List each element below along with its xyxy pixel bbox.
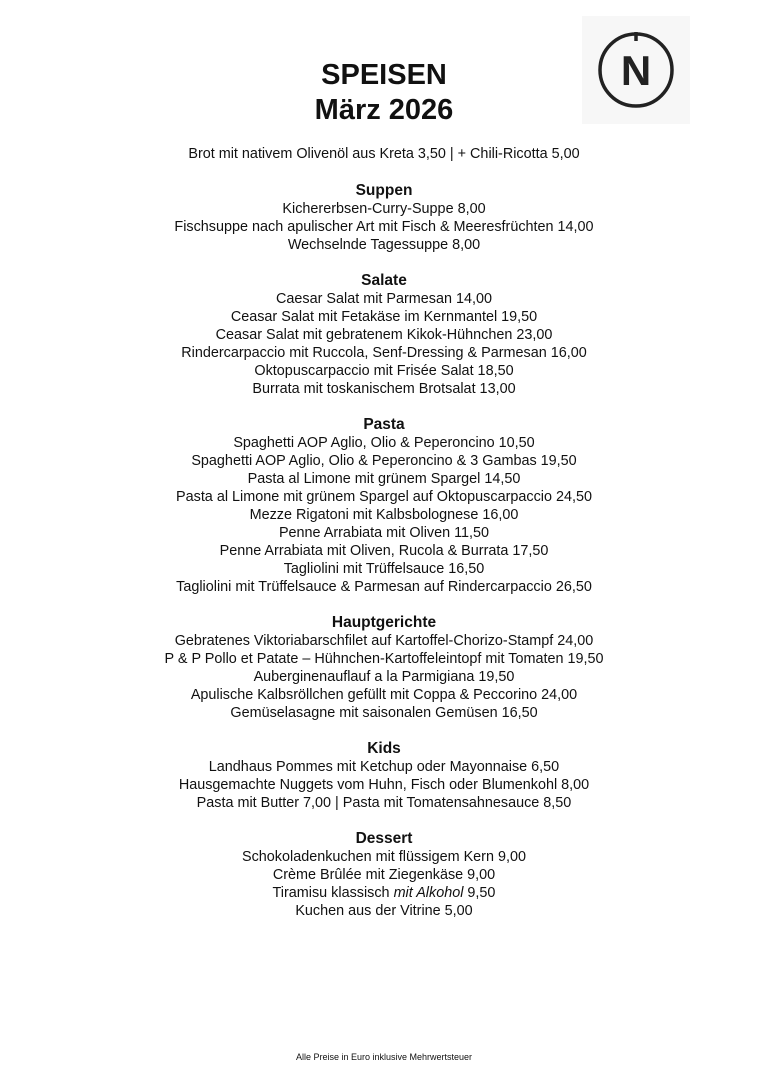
menu-item: Burrata mit toskanischem Brotsalat 13,00 — [252, 381, 516, 397]
menu-item: Fischsuppe nach apulischer Art mit Fisch & Meeresfrüchten 14,00 — [174, 219, 594, 235]
item-name: Tiramisu klassisch — [272, 885, 390, 901]
section-pasta — [0, 415, 768, 596]
menu-item: Penne Arrabiata mit Oliven 11,50 — [278, 525, 490, 541]
menu-item: Penne Arrabiata mit Oliven, Rucola & Burrata 17,50 — [219, 543, 549, 559]
section-title: Dessert — [355, 830, 413, 847]
menu-item: Pasta al Limone mit grünem Spargel auf Oktopuscarpaccio 24,50 — [176, 489, 592, 505]
section-hauptgerichte — [0, 613, 768, 722]
menu-item: Pasta mit Butter 7,00 | Pasta mit Tomatensahnesauce 8,50 — [196, 795, 572, 811]
menu-item-tiramisu — [0, 884, 768, 902]
footer-note: Alle Preise in Euro inklusive Mehrwertsteuer — [295, 1052, 473, 1062]
menu-item: Hausgemachte Nuggets vom Huhn, Fisch oder Blumenkohl 8,00 — [178, 777, 590, 793]
logo-letter: N — [620, 47, 652, 94]
page-title: SPEISEN — [321, 59, 447, 91]
menu-item: Rindercarpaccio mit Ruccola, Senf-Dressing & Parmesan 16,00 — [181, 345, 587, 361]
menu-item: Landhaus Pommes mit Ketchup oder Mayonnaise 6,50 — [208, 759, 560, 775]
menu-item: Ceasar Salat mit Fetakäse im Kernmantel 19,50 — [230, 309, 538, 325]
section-title: Salate — [361, 272, 407, 289]
section-title: Hauptgerichte — [331, 614, 437, 631]
menu-item: Tagliolini mit Trüffelsauce & Parmesan auf Rindercarpaccio 26,50 — [176, 579, 592, 595]
menu-item: Auberginenauflauf a la Parmigiana 19,50 — [253, 669, 515, 685]
menu-item: Mezze Rigatoni mit Kalbsbolognese 16,00 — [249, 507, 519, 523]
section-dessert — [0, 829, 768, 920]
menu-item: Apulische Kalbsröllchen gefüllt mit Coppa & Peccorino 24,00 — [190, 687, 578, 703]
section-kids — [0, 739, 768, 812]
menu-item: P & P Pollo et Patate – Hühnchen-Kartoffeleintopf mit Tomaten 19,50 — [164, 651, 604, 667]
menu-item: Schokoladenkuchen mit flüssigem Kern 9,00 — [242, 849, 526, 865]
section-title: Kids — [367, 740, 401, 757]
menu-item: Oktopuscarpaccio mit Frisée Salat 18,50 — [254, 363, 514, 379]
menu-item: Pasta al Limone mit grünem Spargel 14,50 — [247, 471, 521, 487]
menu-item: Kuchen aus der Vitrine 5,00 — [295, 903, 473, 919]
section-title: Suppen — [355, 182, 413, 199]
menu-item: Crème Brûlée mit Ziegenkäse 9,00 — [272, 867, 496, 883]
section-suppen — [0, 181, 768, 254]
item-note: mit Alkohol — [393, 885, 464, 901]
intro-line: Brot mit nativem Olivenöl aus Kreta 3,50 | + Chili-Ricotta 5,00 — [188, 146, 580, 162]
menu-item: Ceasar Salat mit gebratenem Kikok-Hühnchen 23,00 — [215, 327, 553, 343]
menu-item: Spaghetti AOP Aglio, Olio & Peperoncino & 3 Gambas 19,50 — [191, 453, 577, 469]
menu-item: Gemüselasagne mit saisonalen Gemüsen 16,50 — [230, 705, 538, 721]
section-title: Pasta — [363, 416, 405, 433]
menu-item: Wechselnde Tagessuppe 8,00 — [287, 237, 481, 253]
page-subtitle: März 2026 — [314, 94, 454, 126]
section-salate — [0, 271, 768, 398]
menu-item: Tagliolini mit Trüffelsauce 16,50 — [283, 561, 485, 577]
item-price: 9,50 — [467, 885, 496, 901]
menu-item: Kichererbsen-Curry-Suppe 8,00 — [282, 201, 486, 217]
menu-item: Gebratenes Viktoriabarschfilet auf Kartoffel-Chorizo-Stampf 24,00 — [174, 633, 594, 649]
menu-item: Caesar Salat mit Parmesan 14,00 — [276, 291, 492, 307]
menu-item: Spaghetti AOP Aglio, Olio & Peperoncino 10,50 — [233, 435, 535, 451]
